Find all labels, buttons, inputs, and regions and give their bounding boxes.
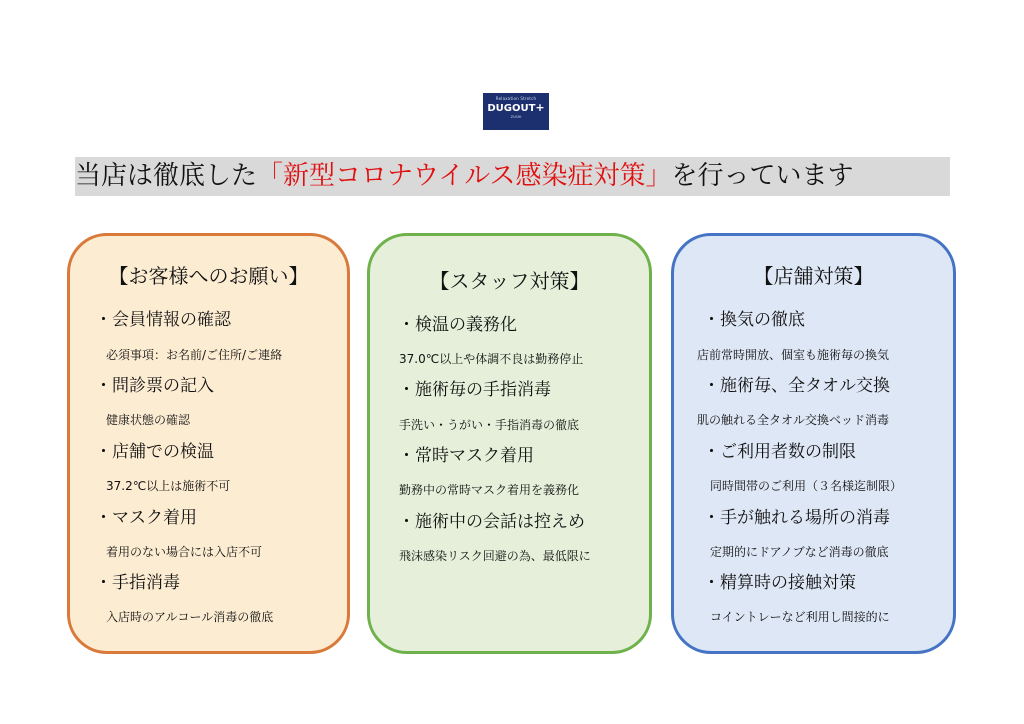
logo-name-text: DUGOUT: [487, 103, 536, 114]
item-title: ・手指消毒: [95, 573, 180, 593]
item-desc: 店前常時開放、個室も施術毎の換気: [697, 348, 890, 362]
item-title: ・施術中の会話は控えめ: [398, 512, 585, 532]
item-title: ・常時マスク着用: [398, 446, 534, 466]
item-title: ・マスク着用: [95, 508, 197, 528]
customer-requests-card: [67, 233, 350, 654]
item-desc: 手洗い・うがい・手指消毒の徹底: [399, 418, 580, 432]
staff-measures-card: [367, 233, 652, 654]
item-title: ・換気の徹底: [703, 310, 805, 330]
item-title: ・精算時の接触対策: [703, 573, 856, 593]
item-title: ・問診票の記入: [95, 376, 214, 396]
headline-highlight: 「新型コロナウイルス感染症対策」: [257, 161, 672, 191]
logo-name: [483, 102, 549, 115]
item-title: ・ご利用者数の制限: [703, 442, 856, 462]
item-desc: 37.2℃以上は施術不可: [106, 479, 231, 493]
item-title: ・施術毎の手指消毒: [398, 380, 551, 400]
item-title: ・会員情報の確認: [95, 310, 231, 330]
item-desc: 健康状態の確認: [106, 413, 191, 427]
card-title: 【お客様へのお願い】: [108, 264, 309, 288]
item-title: ・店舗での検温: [95, 442, 214, 462]
card-title: 【店舗対策】: [753, 264, 874, 288]
logo-plus: +: [535, 101, 545, 114]
item-desc: コイントレーなど利用し間接的に: [710, 610, 890, 624]
headline-after: を行っています: [671, 161, 854, 191]
headline-before: 当店は徹底した: [75, 161, 258, 191]
item-desc: 飛沫感染リスク回避の為、最低限に: [399, 549, 591, 563]
dugout-logo: [483, 93, 549, 130]
card-title: 【スタッフ対策】: [429, 269, 590, 293]
item-desc: 必須事項：お名前/ご住所/ご連絡: [106, 348, 283, 362]
item-desc: 着用のない場合には入店不可: [106, 545, 263, 559]
item-desc: 入店時のアルコール消毒の徹底: [106, 610, 274, 624]
item-desc: 勤務中の常時マスク着用を義務化: [399, 483, 580, 497]
logo-tagline: Relaxation Stretch: [495, 96, 537, 101]
item-desc: 37.0℃以上や体調不良は勤務停止: [399, 352, 584, 366]
item-title: ・手が触れる場所の消毒: [703, 508, 890, 528]
item-title: ・検温の義務化: [398, 315, 517, 335]
item-desc: 同時間帯のご利用（３名様迄制限）: [710, 479, 903, 493]
item-desc: 肌の触れる全タオル交換ベッド消毒: [697, 413, 890, 427]
item-title: ・施術毎、全タオル交換: [703, 376, 890, 396]
logo-sub: ZUSHI: [510, 115, 522, 119]
item-desc: 定期的にドアノブなど消毒の徹底: [710, 545, 889, 559]
store-measures-card: [671, 233, 956, 654]
headline-banner: [75, 157, 950, 196]
